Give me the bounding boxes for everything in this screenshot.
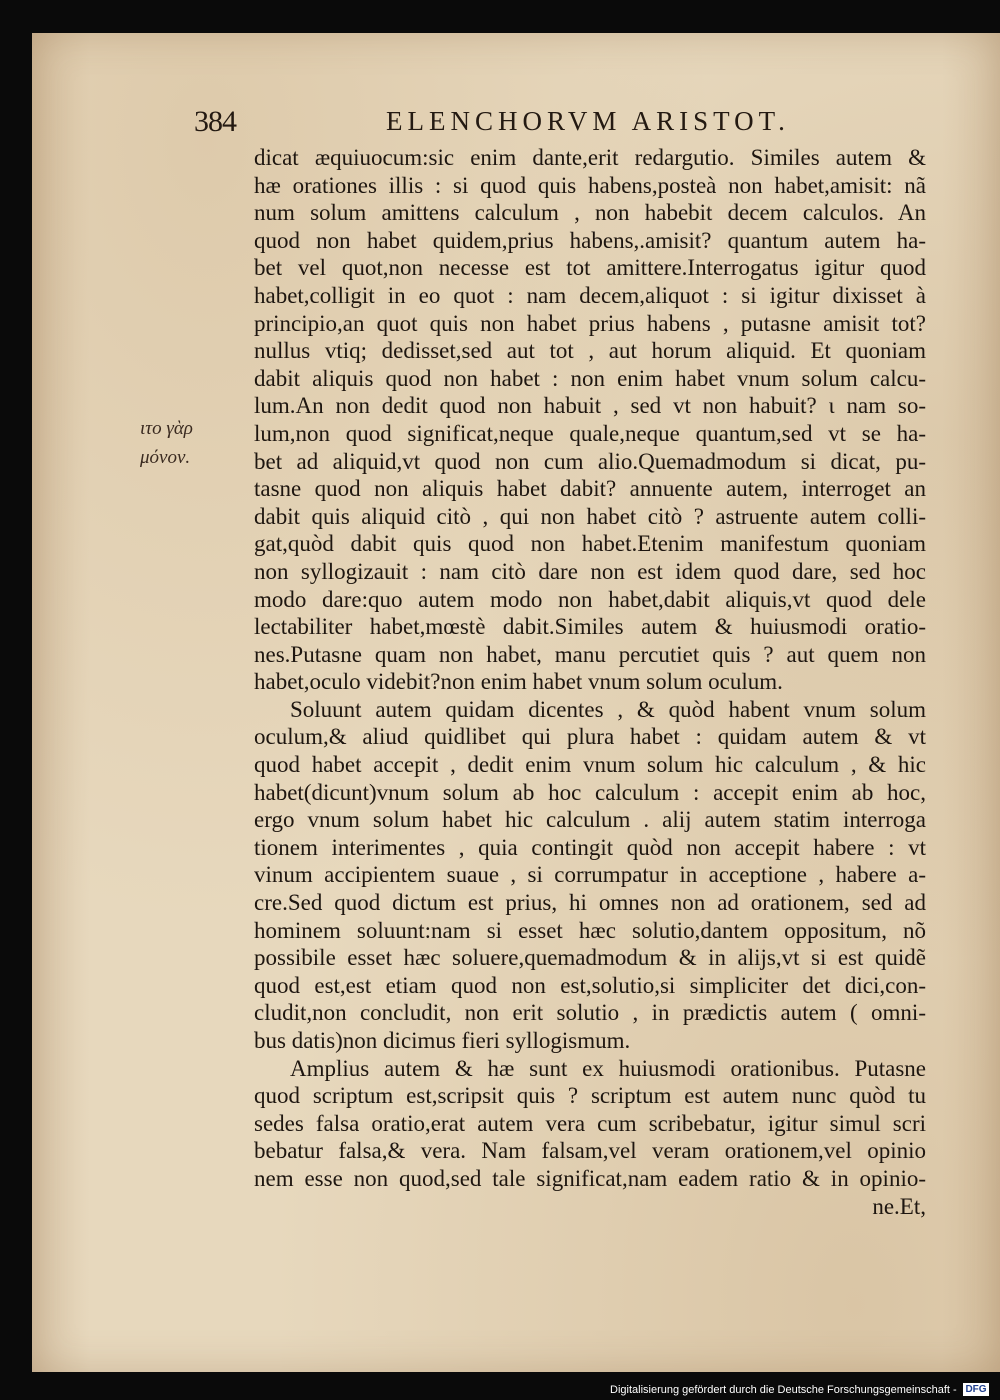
text-line: tasne quod non aliquis habet dabit? annuente autem, interroget an — [254, 476, 926, 502]
text-line: habet,oculo videbit?non enim habet vnum solum oculum. — [254, 669, 783, 695]
text-line: cludit,non concludit, non erit solutio , in prædictis autem ( omni- — [254, 1000, 926, 1026]
page-number: 384 — [194, 105, 236, 138]
text-line: Soluunt autem quidam dicentes , & quòd habent vnum solum — [290, 696, 926, 722]
margin-note-line: ιτο γὰρ — [140, 418, 193, 439]
text-line: possibile esset hæc soluere,quemadmodum & in alijs,vt si est quidẽ — [254, 945, 926, 971]
text-line: quod scriptum est,scripsit quis ? scriptum est autem nunc quòd tu — [254, 1083, 926, 1109]
text-line: bus datis)non dicimus fieri syllogismum. — [254, 1028, 631, 1053]
text-line: principio,an quot quis non habet prius habens , putasne amisit tot? — [254, 310, 926, 336]
text-line: lum,non quod significat,neque quale,neque quantum,sed vt se ha- — [254, 420, 926, 446]
text-line: ne.Et, — [872, 1193, 926, 1219]
text-line: nullus vtiq; dedisset,sed aut tot , aut horum aliquid. Et quoniam — [254, 338, 926, 364]
margin-note — [140, 414, 240, 472]
text-line: sedes falsa oratio,erat autem vera cum scribebatur, igitur simul scri — [254, 1110, 926, 1136]
text-line: non syllogizauit : nam citò dare non est idem quod dare, sed hoc — [254, 558, 926, 584]
text-line: dabit aliquis quod non habet : non enim habet vnum solum calcu- — [254, 365, 926, 391]
text-line: quod est,est etiam quod non est,solutio,si simpliciter det dici,con- — [254, 972, 926, 998]
text-line: dicat æquiuocum:sic enim dante,erit redargutio. Similes autem & — [254, 145, 926, 170]
text-line: gat,quòd dabit quis quod non habet.Etenim manifestum quoniam — [254, 531, 926, 557]
text-line: lectabiliter habet,mœstè dabit.Similes autem & huiusmodi oratio- — [254, 614, 926, 640]
text-line: Amplius autem & hæ sunt ex huiusmodi orationibus. Putasne — [290, 1055, 926, 1081]
text-line: tionem interimentes , quia contingit quòd non accepit habere : vt — [254, 834, 926, 860]
margin-note-line: μόνον. — [140, 447, 191, 468]
text-line: nem esse non quod,sed tale significat,nam eadem ratio & in opinio- — [254, 1165, 926, 1191]
dfg-logo: DFG — [963, 1383, 989, 1396]
text-line: bebatur falsa,& vera. Nam falsam,vel veram orationem,vel opinio — [254, 1138, 926, 1164]
text-line: quod non habet quidem,prius habens,.amisit? quantum autem ha- — [254, 227, 926, 253]
body-text — [254, 144, 926, 1220]
text-line: bet ad aliquid,vt quod non cum alio.Quemadmodum si dicat, pu- — [254, 448, 926, 474]
text-line: habet(dicunt)vnum solum ab hoc calculum : accepit enim ab hoc, — [254, 779, 926, 805]
text-line: bet vel quot,non necesse est tot amittere.Interrogatus igitur quod — [254, 255, 926, 281]
text-line: lum.An non dedit quod non habuit , sed vt non habuit? ι nam so- — [254, 393, 926, 419]
text-line: oculum,& aliud quidlibet qui plura habet : quidam autem & vt — [254, 724, 926, 750]
text-line: vinum accipientem suaue , si corrumpatur in acceptione , habere a- — [254, 862, 926, 888]
text-line: habet,colligit in eo quot : nam decem,aliquot : si igitur dixisset à — [254, 282, 926, 308]
running-head: ELENCHORVM ARISTOT. — [386, 106, 790, 136]
text-line: num solum amittens calculum , non habebit decem calculos. An — [254, 200, 926, 226]
text-line: ergo vnum solum habet hic calculum . alij autem statim interroga — [254, 807, 926, 833]
text-line: hæ orationes illis : si quod quis habens,posteà non habet,amisit: nã — [254, 172, 926, 198]
text-line: nes.Putasne quam non habet, manu percutiet quis ? aut quem non — [254, 641, 926, 667]
text-line: modo dare:quo autem modo non habet,dabit aliquis,vt quod dele — [254, 586, 926, 612]
digitization-credit: Digitalisierung gefördert durch die Deutsche Forschungsgemeinschaft - — [610, 1384, 957, 1396]
text-line: hominem soluunt:nam si esset hæc solutio,dantem oppositum, nõ — [254, 917, 926, 943]
text-line: quod habet accepit , dedit enim vnum solum hic calculum , & hic — [254, 752, 926, 778]
text-line: cre.Sed quod dictum est prius, hi omnes non ad orationem, sed ad — [254, 890, 926, 916]
text-line: dabit quis aliquid citò , qui non habet citò ? astruente autem colli- — [254, 503, 926, 529]
